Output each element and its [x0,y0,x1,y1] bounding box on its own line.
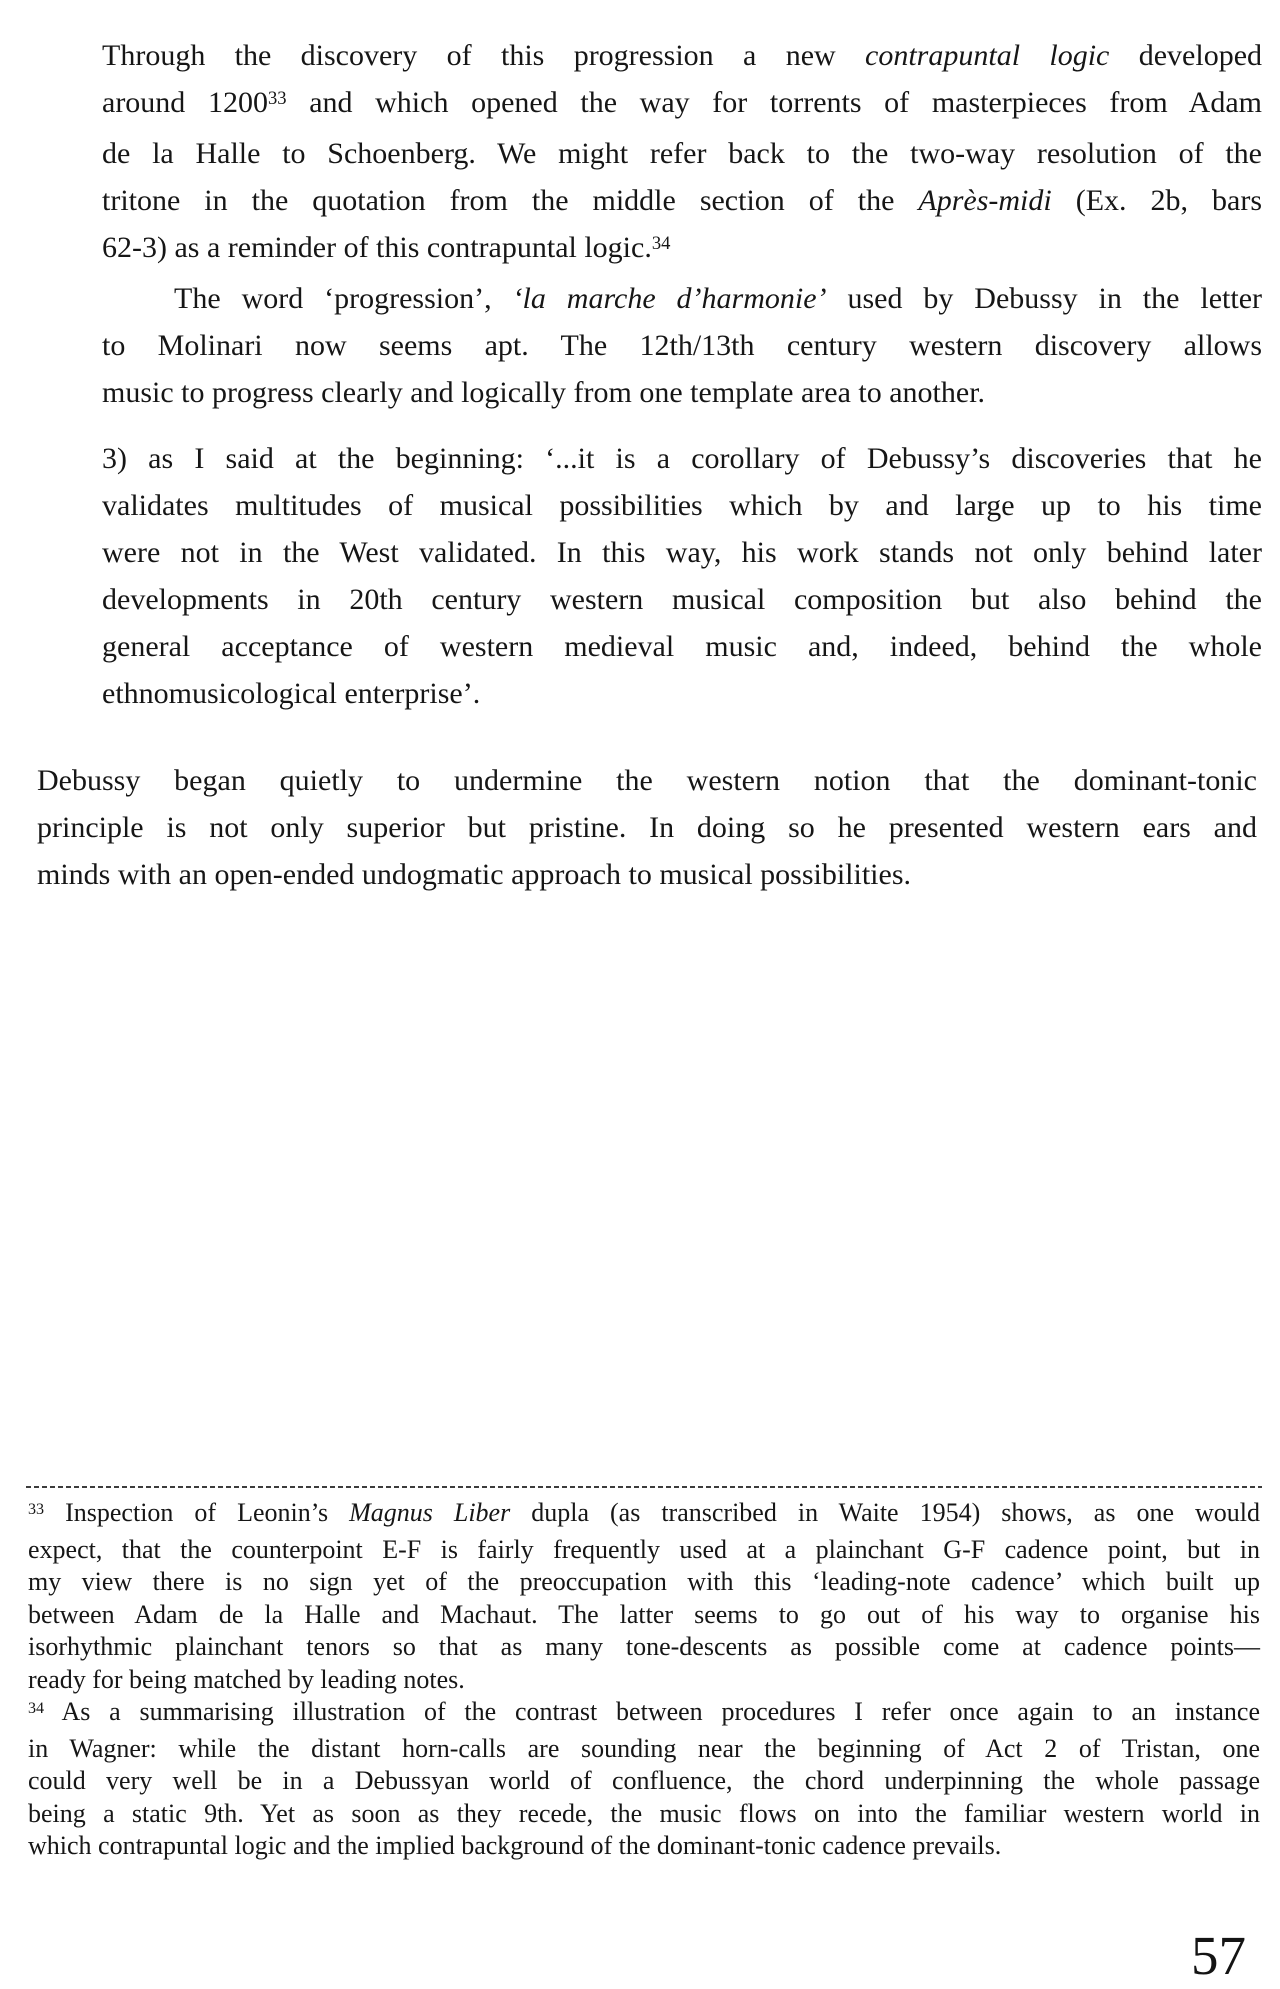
text-line [28,1696,1260,1733]
text-line [102,322,1262,369]
text-segment: expect, that the counterpoint E-F is fairly frequently used at a plainchant G-F cadence point, but in [28,1534,1260,1564]
text-line [37,804,1257,851]
text-line [102,79,1262,130]
footnote-marker: 34 [651,232,671,254]
text-segment: As a summarising illustration of the contrast between procedures I refer once again to an instance [44,1697,1260,1726]
text-segment: in Wagner: while the distant horn-calls are sounding near the beginning of Act 2 of Tristan, one [28,1733,1260,1763]
text-segment: contrapuntal logic [865,39,1110,72]
text-line [28,1566,1260,1599]
text-line [102,670,1262,717]
text-line [28,1599,1260,1632]
text-line [28,1534,1260,1567]
text-segment: developed [1109,39,1263,72]
text-segment: developments in 20th century western musical composition but also behind the [102,583,1262,616]
text-line [102,435,1262,482]
text-line [102,224,1262,275]
text-segment: between Adam de la Halle and Machaut. The latter seems to go out of his way to organise his [28,1599,1260,1629]
text-segment: which contrapuntal logic and the implied background of the dominant-tonic cadence prevails. [28,1831,1002,1860]
text-segment: ready for being matched by leading notes. [28,1664,465,1694]
footnotes-section [28,1497,1260,1863]
text-line [102,275,1262,322]
text-segment: used by Debussy in the letter [826,282,1262,315]
text-segment: validates multitudes of musical possibilities which by and large up to his time [102,489,1262,522]
text-segment: principle is not only superior but pristine. In doing so he presented western ears and [37,811,1257,844]
text-line [28,1830,1260,1863]
text-line [102,369,1262,416]
text-segment: Debussy began quietly to undermine the western notion that the dominant-tonic [37,764,1257,797]
text-segment: Magnus Liber [349,1498,511,1527]
text-line [102,623,1262,670]
paragraph [102,435,1262,717]
text-segment: Through the discovery of this progression a new [102,39,866,72]
footnote-marker: 33 [28,1500,45,1518]
text-line [28,1765,1260,1798]
footnote-marker: 33 [267,87,287,109]
text-segment: general acceptance of western medieval music and, indeed, behind the whole [102,630,1262,663]
text-segment: tritone in the quotation from the middle section of the [102,184,919,217]
text-segment: were not in the West validated. In this way, his work stands not only behind later [102,536,1262,569]
paragraph [28,1497,1260,1696]
text-segment: Après-midi [918,184,1052,217]
text-segment: de la Halle to Schoenberg. We might refer back to the two-way resolution of the [102,137,1262,170]
text-line [102,529,1262,576]
text-segment: could very well be in a Debussyan world of confluence, the chord underpinning the whole passage [28,1766,1260,1795]
paragraph [102,275,1262,416]
text-segment: ethnomusicological enterprise’. [102,677,481,710]
text-segment: to Molinari now seems apt. The 12th/13th century western discovery allows [102,329,1262,362]
text-line [28,1497,1260,1534]
paragraph [28,1696,1260,1863]
text-line [102,130,1262,177]
text-segment: 3) as I said at the beginning: ‘...it is a corollary of Debussy’s discoveries that he [102,442,1262,475]
text-line [28,1664,1260,1697]
text-line [102,482,1262,529]
text-line [102,32,1262,79]
text-segment: The word ‘progression’, [174,282,513,315]
quote-block [102,32,1262,717]
text-segment: and which opened the way for torrents of masterpieces from Adam [286,86,1262,119]
text-line [28,1631,1260,1664]
footnote-marker: 34 [28,1699,45,1717]
text-segment: (Ex. 2b, bars [1051,184,1262,217]
text-line [28,1798,1260,1831]
text-line [102,576,1262,623]
text-segment: isorhythmic plainchant tenors so that as many tone-descents as possible come at cadence points— [28,1632,1260,1661]
text-line [37,851,1257,898]
paragraph [102,32,1262,275]
text-segment: Inspection of Leonin’s [44,1498,350,1527]
text-line [28,1733,1260,1766]
text-segment: dupla (as transcribed in Waite 1954) shows, as one would [510,1498,1260,1527]
footnote-divider [26,1486,1262,1488]
text-segment: minds with an open-ended undogmatic approach to musical possibilities. [37,858,911,891]
page-number: 57 [1191,1925,1246,1986]
text-line [102,177,1262,224]
text-segment: 62-3) as a reminder of this contrapuntal logic. [102,231,652,264]
text-segment: ‘la marche d’harmonie’ [512,282,827,315]
text-segment: around 1200 [102,86,268,119]
text-segment: my view there is no sign yet of the preoccupation with this ‘leading-note cadence’ which built up [28,1567,1260,1596]
text-segment: music to progress clearly and logically from one template area to another. [102,376,986,409]
text-line [37,757,1257,804]
main-paragraph [37,757,1257,898]
text-segment: being a static 9th. Yet as soon as they recede, the music flows on into the familiar western world in [28,1798,1260,1828]
paragraph [37,757,1257,898]
